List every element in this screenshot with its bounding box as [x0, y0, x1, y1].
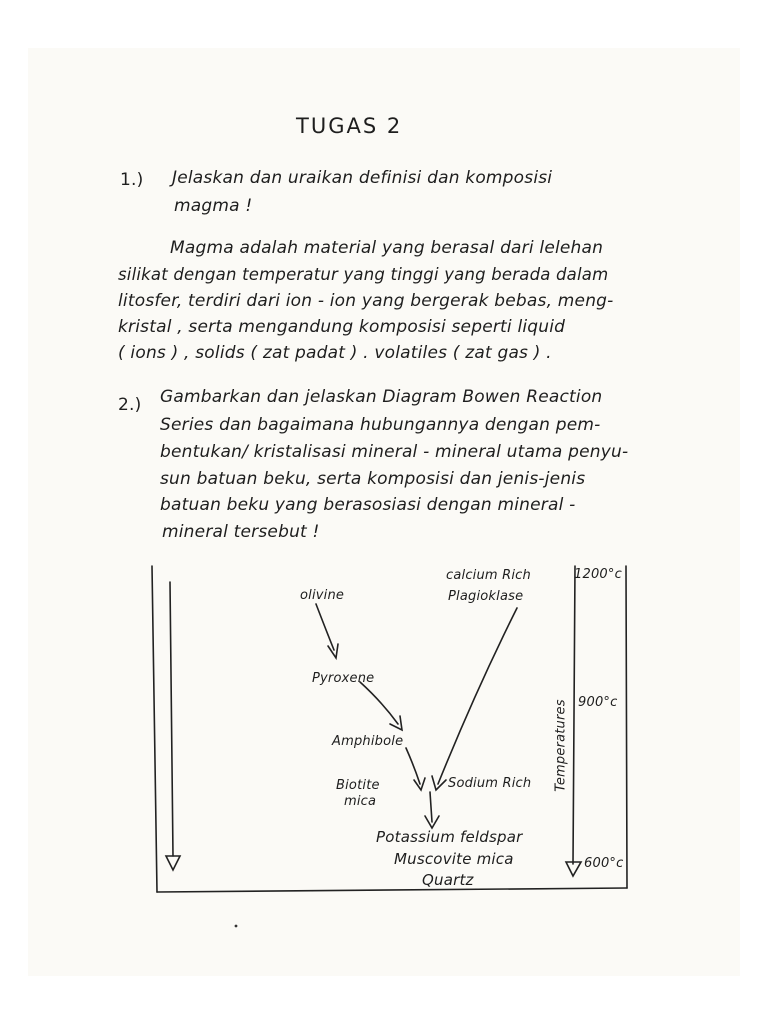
answer-1-line-3: litosfer, terdiri dari ion - ion yang bergerak bebas, meng- — [118, 291, 614, 311]
label-biotite-1: Biotite — [336, 778, 380, 793]
left-down-arrow-head — [166, 856, 180, 870]
question-2-line-4: sun batuan beku, serta komposisi dan jenis-jenis — [160, 469, 586, 489]
label-amphibole: Amphibole — [332, 734, 404, 749]
answer-1-line-1: Magma adalah material yang berasal dari lelehan — [170, 238, 604, 258]
page-title: TUGAS 2 — [296, 114, 403, 138]
temperature-arrow-shaft — [573, 566, 575, 864]
question-1-line-1: Jelaskan dan uraikan definisi dan komposisi — [172, 168, 553, 188]
calcium-to-sodium-arrow — [438, 608, 517, 784]
question-1-line-2: magma ! — [174, 196, 253, 216]
answer-1-line-5: ( ions ) , solids ( zat padat ) . volatiles ( zat gas ) . — [118, 343, 552, 363]
amphibole-to-join-arrow — [406, 748, 420, 784]
label-potassium-feldspar: Potassium feldspar — [376, 828, 523, 846]
label-calcium-rich: calcium Rich — [446, 568, 531, 583]
question-2-line-5: batuan beku yang berasosiasi dengan mineral - — [160, 495, 576, 515]
join-to-potassium-arrow — [430, 792, 432, 822]
label-quartz: Quartz — [422, 871, 474, 889]
label-pyroxene: Pyroxene — [312, 671, 375, 686]
label-biotite-2: mica — [344, 794, 377, 809]
frame-bottom-line — [157, 888, 627, 892]
label-temperatures-axis: Temperatures — [553, 699, 569, 792]
question-2-line-1: Gambarkan dan jelaskan Diagram Bowen Reaction — [160, 387, 603, 407]
label-temp-900: 900°c — [578, 695, 618, 710]
label-plagioklase: Plagioklase — [448, 589, 524, 604]
label-olivine: olivine — [300, 588, 345, 603]
answer-1-line-2: silikat dengan temperatur yang tinggi yang berada dalam — [118, 265, 609, 284]
stray-ink-mark — [235, 925, 238, 928]
question-2-line-6: mineral tersebut ! — [162, 522, 320, 542]
answer-1-line-4: kristal , serta mengandung komposisi seperti liquid — [118, 317, 566, 337]
pyroxene-to-amphibole-arrow — [360, 682, 398, 724]
frame-right-line — [626, 566, 627, 888]
frame-left-line — [152, 566, 157, 892]
olivine-to-pyroxene-arrow — [316, 604, 334, 650]
pyroxene-to-amphibole-head — [390, 716, 402, 730]
question-2-line-2: Series dan bagaimana hubungannya dengan pem- — [160, 415, 601, 435]
question-2-line-3: bentukan/ kristalisasi mineral - mineral utama penyu- — [160, 442, 629, 462]
label-muscovite-mica: Muscovite mica — [394, 850, 514, 868]
label-temp-600: 600°c — [584, 856, 624, 871]
label-sodium-rich: Sodium Rich — [448, 776, 532, 791]
left-down-arrow-shaft — [170, 582, 173, 856]
question-1-number: 1.) — [120, 170, 144, 190]
question-2-number: 2.) — [118, 395, 142, 415]
label-temp-1200: 1200°c — [574, 567, 622, 582]
